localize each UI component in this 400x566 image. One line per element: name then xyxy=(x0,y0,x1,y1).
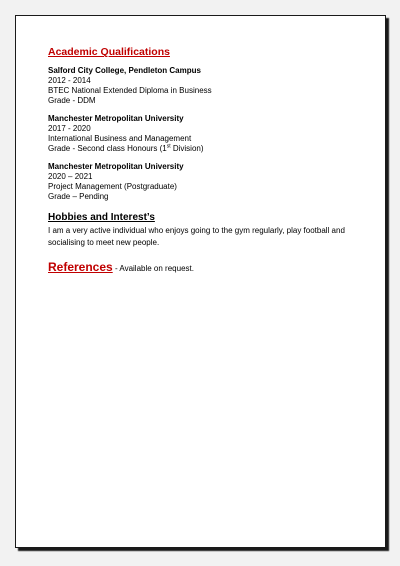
course-name: BTEC National Extended Diploma in Business xyxy=(48,86,212,95)
grade-superscript: st xyxy=(166,143,171,150)
qualification-entry xyxy=(48,66,368,106)
grade-suffix: Division) xyxy=(170,144,204,153)
institution-name: Manchester Metropolitan University xyxy=(48,114,184,123)
study-dates: 2012 - 2014 xyxy=(48,76,91,85)
study-dates: 2017 - 2020 xyxy=(48,124,91,133)
study-dates: 2020 – 2021 xyxy=(48,172,93,181)
document-page xyxy=(15,15,386,548)
course-name: Project Management (Postgraduate) xyxy=(48,182,177,191)
institution-name: Salford City College, Pendleton Campus xyxy=(48,66,201,75)
academic-qualifications-heading: Academic Qualifications xyxy=(48,46,170,58)
references-text: - Available on request. xyxy=(112,264,194,273)
hobbies-text: I am a very active individual who enjoys going to the gym regularly, play football and socialising to meet new people. xyxy=(48,226,345,247)
grade: Grade - DDM xyxy=(48,96,96,105)
references-heading: References xyxy=(48,260,113,274)
course-name: International Business and Management xyxy=(48,134,192,143)
institution-name: Manchester Metropolitan University xyxy=(48,162,184,171)
page-content xyxy=(48,46,368,276)
grade-prefix: Grade - Second class Honours (1 xyxy=(48,144,167,153)
grade xyxy=(48,144,368,154)
qualification-entry xyxy=(48,114,368,154)
grade: Grade – Pending xyxy=(48,192,109,201)
qualification-entry xyxy=(48,162,368,202)
references-line xyxy=(48,260,368,276)
hobbies-heading: Hobbies and Interest’s xyxy=(48,212,155,223)
